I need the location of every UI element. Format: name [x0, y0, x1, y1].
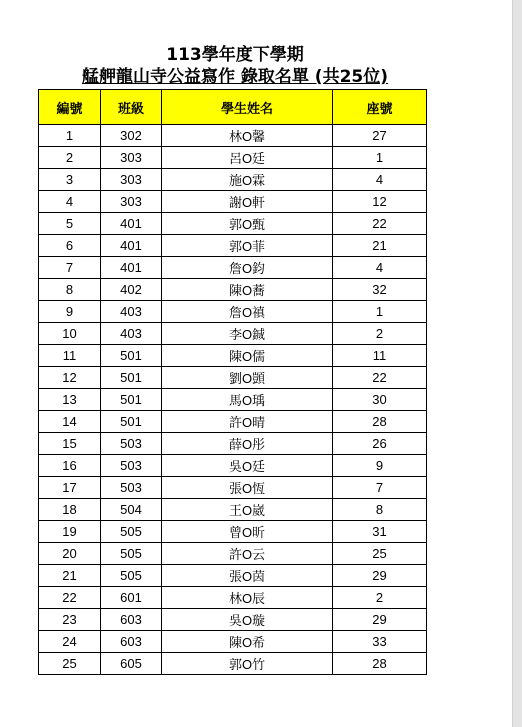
table-row [39, 235, 427, 257]
cell-seat-number: 31 [333, 521, 427, 543]
cell-number: 15 [39, 433, 101, 455]
cell-class: 403 [101, 323, 162, 345]
cell-number: 20 [39, 543, 101, 565]
table-row [39, 565, 427, 587]
table-row [39, 367, 427, 389]
header-seat-number: 座號 [333, 90, 427, 125]
cell-seat-number: 30 [333, 389, 427, 411]
header-class: 班級 [101, 90, 162, 125]
cell-student-name: 林O辰 [162, 587, 333, 609]
table-row [39, 631, 427, 653]
table-row [39, 609, 427, 631]
table-row [39, 543, 427, 565]
cell-number: 14 [39, 411, 101, 433]
cell-class: 504 [101, 499, 162, 521]
cell-number: 12 [39, 367, 101, 389]
table-header-row [39, 90, 427, 125]
cell-class: 603 [101, 609, 162, 631]
document-title: 113學年度下學期 [166, 45, 304, 65]
cell-student-name: 劉O顗 [162, 367, 333, 389]
cell-seat-number: 4 [333, 257, 427, 279]
table-row [39, 301, 427, 323]
table-row [39, 257, 427, 279]
cell-seat-number: 12 [333, 191, 427, 213]
cell-number: 16 [39, 455, 101, 477]
cell-seat-number: 1 [333, 147, 427, 169]
cell-class: 505 [101, 521, 162, 543]
cell-student-name: 詹O鈞 [162, 257, 333, 279]
cell-number: 3 [39, 169, 101, 191]
cell-number: 17 [39, 477, 101, 499]
cell-seat-number: 2 [333, 587, 427, 609]
cell-student-name: 詹O禛 [162, 301, 333, 323]
cell-student-name: 曾O昕 [162, 521, 333, 543]
cell-seat-number: 26 [333, 433, 427, 455]
cell-number: 21 [39, 565, 101, 587]
cell-student-name: 呂O廷 [162, 147, 333, 169]
cell-class: 503 [101, 455, 162, 477]
cell-student-name: 李O鋮 [162, 323, 333, 345]
table-row [39, 521, 427, 543]
cell-number: 24 [39, 631, 101, 653]
cell-student-name: 謝O軒 [162, 191, 333, 213]
cell-class: 603 [101, 631, 162, 653]
page-edge [512, 0, 522, 727]
cell-student-name: 吳O廷 [162, 455, 333, 477]
cell-number: 25 [39, 653, 101, 675]
cell-student-name: 郭O甄 [162, 213, 333, 235]
table-row [39, 147, 427, 169]
header-student-name: 學生姓名 [162, 90, 333, 125]
table-row [39, 455, 427, 477]
cell-class: 501 [101, 411, 162, 433]
table-row [39, 125, 427, 147]
cell-student-name: 林O馨 [162, 125, 333, 147]
cell-seat-number: 9 [333, 455, 427, 477]
table-row [39, 279, 427, 301]
cell-class: 403 [101, 301, 162, 323]
cell-number: 7 [39, 257, 101, 279]
table-row [39, 323, 427, 345]
admission-list-table [38, 89, 427, 675]
table-row [39, 191, 427, 213]
cell-number: 4 [39, 191, 101, 213]
cell-class: 402 [101, 279, 162, 301]
cell-number: 2 [39, 147, 101, 169]
cell-class: 303 [101, 169, 162, 191]
cell-number: 18 [39, 499, 101, 521]
cell-number: 11 [39, 345, 101, 367]
cell-student-name: 郭O竹 [162, 653, 333, 675]
cell-seat-number: 11 [333, 345, 427, 367]
cell-seat-number: 2 [333, 323, 427, 345]
cell-number: 13 [39, 389, 101, 411]
cell-number: 9 [39, 301, 101, 323]
cell-class: 303 [101, 147, 162, 169]
cell-number: 6 [39, 235, 101, 257]
table-row [39, 213, 427, 235]
cell-seat-number: 32 [333, 279, 427, 301]
cell-student-name: 薛O彤 [162, 433, 333, 455]
cell-seat-number: 7 [333, 477, 427, 499]
cell-student-name: 陳O希 [162, 631, 333, 653]
cell-class: 503 [101, 433, 162, 455]
cell-seat-number: 25 [333, 543, 427, 565]
cell-student-name: 陳O蕎 [162, 279, 333, 301]
table-row [39, 477, 427, 499]
cell-class: 501 [101, 345, 162, 367]
cell-class: 401 [101, 213, 162, 235]
cell-number: 23 [39, 609, 101, 631]
cell-seat-number: 21 [333, 235, 427, 257]
cell-student-name: 馬O瑀 [162, 389, 333, 411]
cell-seat-number: 29 [333, 609, 427, 631]
cell-number: 22 [39, 587, 101, 609]
table-row [39, 411, 427, 433]
table-row [39, 433, 427, 455]
cell-class: 401 [101, 257, 162, 279]
cell-class: 303 [101, 191, 162, 213]
cell-seat-number: 33 [333, 631, 427, 653]
cell-student-name: 王O崴 [162, 499, 333, 521]
table-row [39, 389, 427, 411]
table-row [39, 345, 427, 367]
document-subtitle: 艋舺龍山寺公益寫作 錄取名單 (共25位) [81, 67, 389, 87]
table-row [39, 653, 427, 675]
cell-number: 8 [39, 279, 101, 301]
cell-number: 5 [39, 213, 101, 235]
cell-class: 401 [101, 235, 162, 257]
cell-number: 1 [39, 125, 101, 147]
cell-class: 501 [101, 367, 162, 389]
cell-class: 302 [101, 125, 162, 147]
cell-student-name: 許O云 [162, 543, 333, 565]
table-row [39, 499, 427, 521]
cell-number: 10 [39, 323, 101, 345]
cell-student-name: 張O恆 [162, 477, 333, 499]
cell-class: 505 [101, 565, 162, 587]
cell-student-name: 許O晴 [162, 411, 333, 433]
cell-seat-number: 28 [333, 411, 427, 433]
cell-class: 503 [101, 477, 162, 499]
cell-student-name: 陳O儒 [162, 345, 333, 367]
cell-seat-number: 27 [333, 125, 427, 147]
cell-class: 505 [101, 543, 162, 565]
table-row [39, 169, 427, 191]
cell-seat-number: 4 [333, 169, 427, 191]
cell-student-name: 施O霖 [162, 169, 333, 191]
cell-student-name: 張O茵 [162, 565, 333, 587]
cell-seat-number: 22 [333, 213, 427, 235]
cell-seat-number: 28 [333, 653, 427, 675]
cell-seat-number: 1 [333, 301, 427, 323]
cell-student-name: 吳O璇 [162, 609, 333, 631]
cell-seat-number: 29 [333, 565, 427, 587]
cell-class: 501 [101, 389, 162, 411]
cell-class: 605 [101, 653, 162, 675]
cell-seat-number: 22 [333, 367, 427, 389]
table-row [39, 587, 427, 609]
cell-class: 601 [101, 587, 162, 609]
cell-number: 19 [39, 521, 101, 543]
cell-student-name: 郭O菲 [162, 235, 333, 257]
cell-seat-number: 8 [333, 499, 427, 521]
header-number: 編號 [39, 90, 101, 125]
